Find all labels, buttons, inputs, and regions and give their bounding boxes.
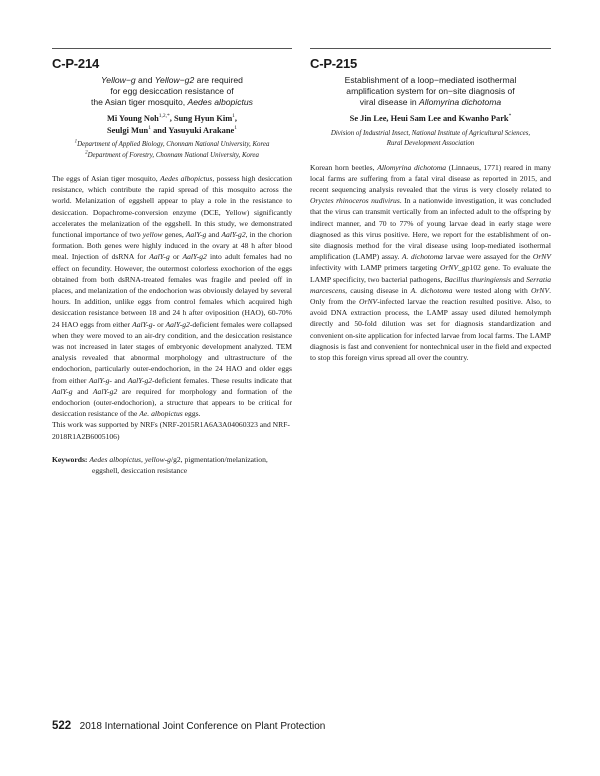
abstract-title (310, 75, 551, 108)
author-line: Mi Young Noh$^{1,2,*}$, Sung Hyun Kim$^1$, (106, 113, 238, 123)
affiliation: $^1$Department of Applied Biology, Chonnam National University, Korea (74, 139, 270, 148)
abstract-id: C-P-215 (310, 56, 358, 71)
author-list: Se Jin Lee, Heui Sam Lee and Kwanho Park* (349, 113, 512, 123)
author-line: Seulgi Mun$^1$ and Yasuyuki Arakane$^1$ (107, 124, 237, 135)
title-line: viral disease in Allomyrina dichotoma (359, 97, 502, 107)
author-list (52, 113, 292, 136)
title-line: Establishment of a loop−mediated isothermal (344, 75, 517, 85)
affiliation: Rural Development Association (386, 140, 475, 147)
title-line: Yellow−g and Yellow−g2 are required (101, 75, 243, 85)
abstract-c-p-214 (52, 48, 292, 476)
title-line: amplification system for on−site diagnosis of (346, 86, 515, 96)
title-line: the Asian tiger mosquito, Aedes albopictus (91, 97, 253, 107)
acknowledgment: This work was supported by NRFs (NRF-2015R1A6A3A04060323 and NRF-2018R1A2B6005106) (52, 420, 290, 441)
affiliation: $^2$Department of Forestry, Chonnam National University, Korea (85, 150, 259, 159)
abstract-body: Korean horn beetles, Allomyrina dichotoma (Linnaeus, 1771) reared in many local farms are suffering from a fatal viral disease as reported in 2015, and recent sequencing analysis revealed that the virus is very closely related to Oryctes rhinoceros nudivirus. In a nationwide investigation, it was concluded that the virus can transmit vertically from an infected adult to the offspring by indirect manner, and 70 to 77% of young larvae dead in early stage were diagnosed as this virus positive. Here, we report for the establishment of on-site diagnosis method for the viral disease using loop-mediated isothermal amplification (LAMP) assay. A. dichotoma larvae were assayed for the OrNV infectivity with LAMP primers targeting OrNV_gp102 gene. To evaluate the LAMP specificity, two bacterial pathogens, Bacillus thuringiensis and Serratia marcescens, causing disease in A. dichotoma were tested along with OrNV. Only from the OrNV-infected larvae the reaction resulted positive. Also, to avoid DNA extraction process, the LAMP assay used diluted hemolymph directly and 50-fold dilution was set for diagnosis standardization and convenient on-site application for infected larvae from local farms. The LAMP diagnosis is fast and convenient for nontechnical user in the field and expected to stop this foreign virus spread all over the country. (310, 162, 552, 362)
keywords-text: Aedes albopictus, yellow-g/g2, pigmentation/melanization, eggshell, desiccation resistance (89, 454, 268, 476)
abstract-title (52, 75, 292, 108)
page-footer (52, 716, 325, 734)
top-rule-left (52, 48, 292, 49)
abstract-body: The eggs of Asian tiger mosquito, Aedes albopictus, possess high desiccation resistance, which contribute the rapid spread of this mosquito across the world. Melanization of eggshell appear to play a role in the resistance to desiccation. Dopachrome-conversion enzyme (DCE, Yellow) significantly accelerates the melanization of the eggshell. In this study, we demonstrated functional importance of two yellow genes, AalY-g and AalY-g2, in the chorion formation. Both genes were highly induced in the ovary at 48 h after blood meal. Injection of dsRNA for AalY-g or AalY-g2 into adult females had no effect on fecundity. However, the outermost colorless exochorion of the eggs obtained from both dsRNA-treated females was fragile and peeled off in places, and melanization of the endochorion was obviously delayed by several hours. In addition, unlike eggs from control females which acquired high desiccation resistance between 18 and 24 h after oviposition (HAO), 60-70% 24 HAO eggs from either AalY-g- or AalY-g2-deficient females were collapsed when they were moved to an air-dry condition, and the desiccation resistance was not increased in later stages of embryonic development analyzed. TEM analysis revealed that abnormal morphology and ultrastructure of the endochorion, particularly outer-endochorion, in the 24 HAO and older eggs from either AalY-g- and AalY-g2-deficient females. These results indicate that AalY-g and AalY-g2 are required for morphology and formation of the endochorion (outer-endochorion), a structure that appears to be critical for desiccation resistance of the Ae. albopictus eggs. (52, 174, 292, 419)
affiliation: Division of Industrial Insect, National Institute of Agricultural Sciences, (330, 129, 531, 137)
keywords-label: Keywords: (52, 454, 88, 464)
top-rule-right (310, 48, 551, 49)
abstract-c-p-215 (310, 48, 551, 363)
title-line: for egg desiccation resistance of (110, 86, 234, 96)
page-number: 522 (52, 720, 72, 732)
conference-name: 2018 International Joint Conference on Plant Protection (79, 721, 326, 732)
keywords (52, 454, 292, 476)
abstract-id: C-P-214 (52, 56, 100, 71)
